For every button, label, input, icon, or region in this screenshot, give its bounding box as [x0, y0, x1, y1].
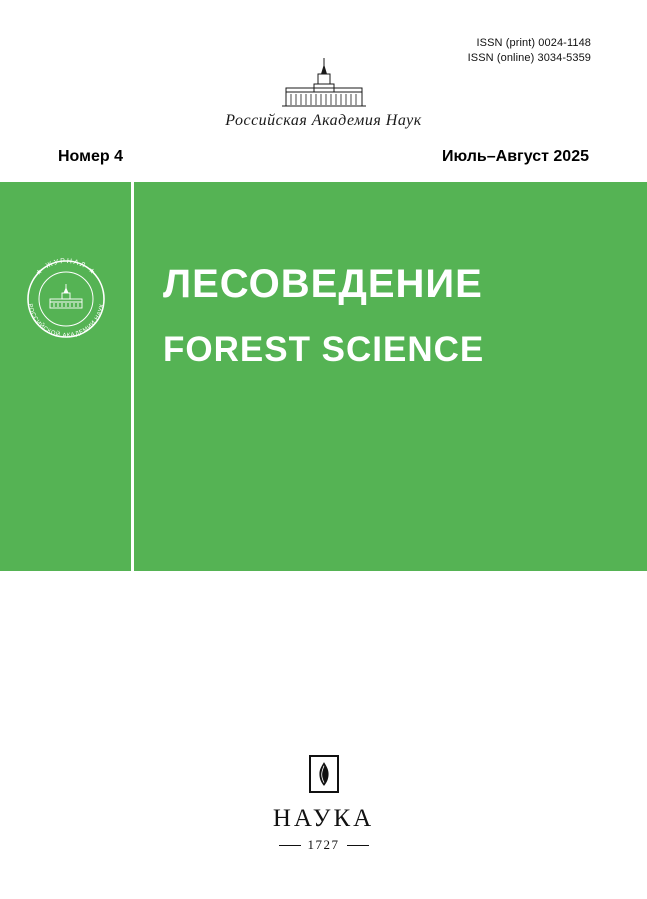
issn-online: ISSN (online) 3034-5359 [467, 52, 591, 64]
publisher-name: НАУКА [272, 805, 375, 832]
ras-building-icon [264, 58, 384, 110]
title-block [163, 262, 613, 370]
journal-title-ru: ЛЕСОВЕДЕНИЕ [163, 262, 483, 306]
issue-number: Номер 4 [58, 148, 123, 165]
academy-caption: Российская Академия Наук [225, 112, 422, 129]
publisher-block [0, 755, 647, 853]
journal-title-en: FOREST SCIENCE [163, 330, 485, 369]
nauka-torch-icon [309, 755, 339, 793]
svg-text:РОССИЙСКОЙ АКАДЕМИИ НАУК: РОССИЙСКОЙ АКАДЕМИИ НАУК [26, 303, 106, 340]
svg-text:★ ЖУРНАЛ ★: ★ ЖУРНАЛ ★ [34, 257, 98, 278]
rule-right [347, 845, 369, 846]
issue-line [0, 148, 647, 178]
journal-seal-icon [17, 250, 115, 348]
publisher-year-row [279, 837, 369, 853]
issn-print: ISSN (print) 0024-1148 [476, 37, 591, 49]
rule-left [279, 845, 301, 846]
band-divider [131, 182, 134, 571]
publisher-year: 1727 [307, 837, 340, 852]
academy-emblem [0, 58, 647, 130]
green-band [0, 182, 647, 571]
issue-date: Июль–Август 2025 [442, 148, 589, 165]
